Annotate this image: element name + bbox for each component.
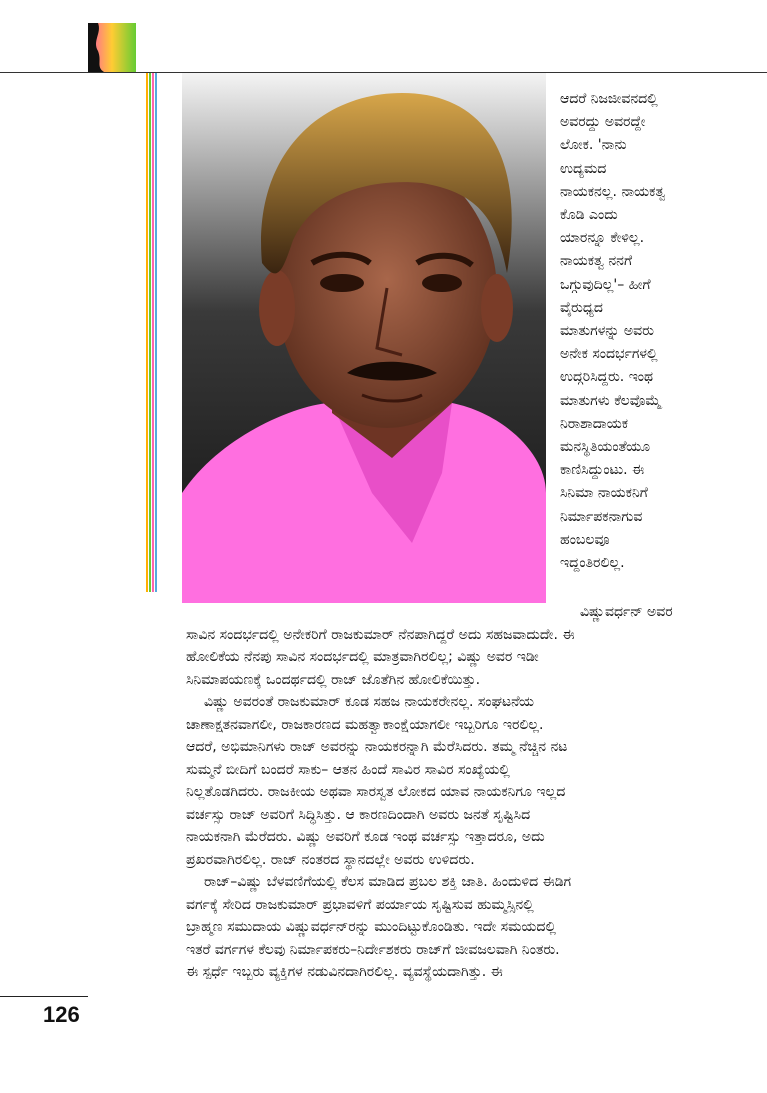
text-line: ಹೋಲಿಕೆಯ ನೆನಪು ಸಾವಿನ ಸಂದರ್ಭದಲ್ಲಿ ಮಾತ್ರವಾಗಿರಲಿಲ್ಲ; ವಿಷ್ಣು ಅವರ ಇಡೀ bbox=[186, 649, 539, 665]
footer-rule bbox=[0, 996, 88, 997]
text-line: ನಿರ್ಮಾಪಕನಾಗುವ bbox=[560, 508, 643, 525]
text-line: ಮಾತುಗಳು ಕೆಲವೊಮ್ಮೆ bbox=[560, 392, 662, 409]
text-line: ಚಾಣಾಕ್ಷತನವಾಗಲೀ, ರಾಜಕಾರಣದ ಮಹತ್ವಾಕಾಂಕ್ಷೆಯಾಗಲೀ ಇಬ್ಬರಿಗೂ ಇರಲಿಲ್ಲ. bbox=[186, 716, 544, 733]
side-column-text bbox=[560, 88, 765, 575]
text-line: ವಿಷ್ಣು ಅವರಂತೆ ರಾಜಕುಮಾರ್ ಕೂಡ ಸಹಜ ನಾಯಕರೇನಲ್ಲ. ಸಂಘಟನೆಯ bbox=[204, 694, 535, 710]
page-number: 126 bbox=[43, 1002, 80, 1027]
text-line: ಸಾವಿನ ಸಂದರ್ಭದಲ್ಲಿ ಅನೇಕರಿಗೆ ರಾಜಕುಮಾರ್ ನೆನಪಾಗಿದ್ದರೆ ಅದು ಸಹಜವಾದುದೇ. ಈ bbox=[186, 626, 575, 643]
text-line: ನಿಲ್ಲತೊಡಗಿದರು. ರಾಜಕೀಯ ಅಥವಾ ಸಾರಸ್ವತ ಲೋಕದ ಯಾವ ನಾಯಕನಿಗೂ ಇಲ್ಲದ bbox=[186, 784, 566, 800]
gradient-square-logo-icon bbox=[88, 23, 136, 72]
text-line: ಮಾತುಗಳನ್ನು ಅವರು bbox=[560, 323, 654, 340]
text-line: ಇತರೆ ವರ್ಗಗಳ ಕೆಲವು ನಿರ್ಮಾಪಕರು–ನಿರ್ದೇಶಕರು ರಾಜ್‌ಗೆ ಜೀವಜಲವಾಗಿ ನಿಂತರು. bbox=[186, 941, 560, 958]
text-line: ಅವರದ್ದು ಅವರದ್ದೇ bbox=[560, 114, 646, 131]
text-line: ನಾಯಕನಾಗಿ ಮೆರೆದರು. ವಿಷ್ಣು ಅವರಿಗೆ ಕೂಡ ಇಂಥ ವರ್ಚಸ್ಸು ಇತ್ತಾದರೂ, ಅದು bbox=[186, 829, 545, 845]
text-line: ಅನೇಕ ಸಂದರ್ಭಗಳಲ್ಲಿ bbox=[560, 346, 658, 363]
text-line: ಒಗ್ಗುವುದಿಲ್ಲ'– ಹೀಗೆ bbox=[560, 276, 651, 293]
text-line: ವರ್ಗಕ್ಕೆ ಸೇರಿದ ರಾಜಕುಮಾರ್ ಪ್ರಭಾವಳಿಗೆ ಪರ್ಯಾಯ ಸೃಷ್ಟಿಸುವ ಹುಮ್ಮಸ್ಸಿನಲ್ಲಿ bbox=[186, 896, 534, 913]
text-line: ಆದರೆ, ಅಭಿಮಾನಿಗಳು ರಾಜ್ ಅವರನ್ನು ನಾಯಕರನ್ನಾಗಿ ಮೆರೆಸಿದರು. ತಮ್ಮ ನೆಚ್ಚಿನ ನಟ bbox=[186, 739, 568, 755]
text-line: ವಿಷ್ಣುವರ್ಧನ್ ಅವರ bbox=[580, 604, 673, 620]
text-line: ಉದ್ಯಮದ bbox=[560, 160, 607, 177]
text-line: ನಾಯಕತ್ವ ನನಗೆ bbox=[560, 253, 633, 270]
text-line: ಮನಸ್ಥಿತಿಯಂತೆಯೂ bbox=[560, 439, 651, 456]
text-line: ಉದ್ಗರಿಸಿದ್ದರು. ಇಂಥ bbox=[560, 369, 654, 386]
text-line: ಸಿನಿಮಾ ನಾಯಕನಿಗೆ bbox=[560, 485, 648, 502]
text-line: ವೈರುಧ್ಯದ bbox=[560, 299, 603, 316]
text-line: ಸಿನಿಮಾಪಯಣಕ್ಕೆ ಒಂದರ್ಥದಲ್ಲಿ ರಾಜ್ ಜೊತೆಗಿನ ಹೋಲಿಕೆಯಿತ್ತು. bbox=[186, 671, 481, 688]
body-text bbox=[186, 601, 746, 984]
decorative-stripes bbox=[146, 73, 160, 592]
text-line: ರಾಜ್–ವಿಷ್ಣು ಬೆಳವಣಿಗೆಯಲ್ಲಿ ಕೆಲಸ ಮಾಡಿದ ಪ್ರಬಲ ಶಕ್ತಿ ಜಾತಿ. ಹಿಂದುಳಿದ ಈಡಿಗ bbox=[204, 874, 572, 890]
text-line: ಈ ಸ್ಪರ್ಧೆ ಇಬ್ಬರು ವ್ಯಕ್ತಿಗಳ ನಡುವಿನದಾಗಿರಲಿಲ್ಲ. ವ್ಯವಸ್ಥೆಯದಾಗಿತ್ತು. ಈ bbox=[186, 964, 503, 980]
text-line: ವರ್ಚಸ್ಸು ರಾಜ್ ಅವರಿಗೆ ಸಿದ್ಧಿಸಿತ್ತು. ಆ ಕಾರಣದಿಂದಾಗಿ ಅವರು ಜನತೆ ಸೃಷ್ಟಿಸಿದ bbox=[186, 806, 531, 823]
text-line: ಲೋಕ. 'ನಾನು bbox=[560, 137, 627, 154]
portrait-photo bbox=[182, 73, 546, 603]
text-line: ಹಂಬಲವೂ bbox=[560, 531, 610, 548]
text-line: ಸುಮ್ಮನೆ ಬೀದಿಗೆ ಬಂದರೆ ಸಾಕು– ಆತನ ಹಿಂದೆ ಸಾವಿರ ಸಾವಿರ ಸಂಖ್ಯೆಯಲ್ಲಿ bbox=[186, 761, 510, 778]
text-line: ನಿರಾಶಾದಾಯಕ bbox=[560, 415, 629, 432]
text-line: ನಾಯಕನಲ್ಲ. ನಾಯಕತ್ವ bbox=[560, 183, 666, 200]
text-line: ಯಾರನ್ನೂ ಕೇಳಿಲ್ಲ. bbox=[560, 230, 645, 247]
text-line: ಪ್ರಖರವಾಗಿರಲಿಲ್ಲ. ರಾಜ್ ನಂತರದ ಸ್ಥಾನದಲ್ಲೇ ಅವರು ಉಳಿದರು. bbox=[186, 851, 475, 868]
text-line: ಇದ್ದಂತಿರಲಿಲ್ಲ. bbox=[560, 555, 625, 572]
text-line: ಆದರೆ ನಿಜಜೀವನದಲ್ಲಿ bbox=[560, 91, 658, 107]
text-line: ಬ್ರಾಹ್ಮಣ ಸಮುದಾಯ ವಿಷ್ಣುವರ್ಧನ್‌ರನ್ನು ಮುಂದಿಟ್ಟುಕೊಂಡಿತು. ಇದೇ ಸಮಯದಲ್ಲಿ bbox=[186, 919, 557, 935]
text-line: ಕೊಡಿ ಎಂದು bbox=[560, 207, 618, 224]
text-line: ಕಾಣಿಸಿದ್ದುಂಟು. ಈ bbox=[560, 462, 645, 479]
